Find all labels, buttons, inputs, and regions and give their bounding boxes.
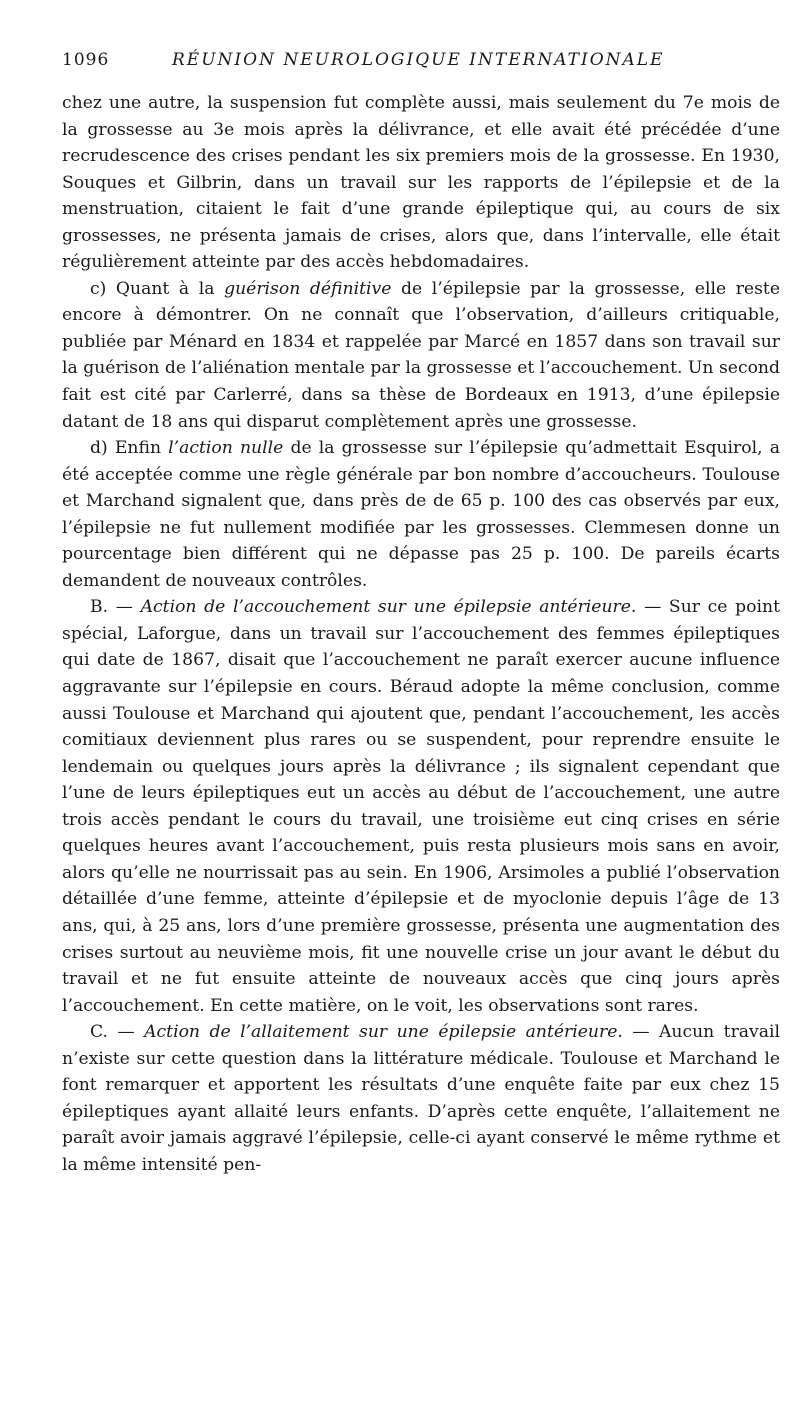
- page-header: [62, 50, 780, 76]
- section-label: C. —: [90, 1022, 145, 1043]
- text-segment: — Sur ce point spécial, Laforgue, dans un travail sur l’accouchement des femmes épileptiques qui date de 1867, disait que l’accouchement ne paraît exercer aucune influence aggravante sur l’épilepsie en cours. Béraud adopte la même conclusion, comme aussi Toulouse et Marchand qui ajoutent que, pendant l’accouchement, les accès comitiaux deviennent plus rares ou se suspendent, pour reprendre ensuite le lendemain ou quelques jours après la délivrance ; ils signalent cependant que l’une de leurs épileptiques eut un accès au début de l’accouchement, une autre trois accès pendant le cours du travail, une troisième eut cinq crises en série quelques heures avant l’accouchement, puis resta plusieurs mois sans en avoir, alors qu’elle ne nourrissait pas au sein. En 1906, Arsimoles a publié l’observation détaillée d’une femme, atteinte d’épilepsie et de myoclonie depuis l’âge de 13 ans, qui, à 25 ans, lors d’une première grossesse, présenta une augmentation des crises surtout au neuvième mois, fit une nouvelle crise un jour avant le début du travail et ne fut ensuite atteinte de nouveaux accès que cinq jours après l’accouchement. En cette matière, on le voit, les observations sont rares.: [62, 597, 780, 1016]
- text-segment: chez une autre, la suspension fut complète aussi, mais seulement du 7e mois de la grossesse au 3e mois après la délivrance, et elle avait été précédée d’une recrudescence des crises pendant les six premiers mois de la grossesse. En 1930, Souques et Gilbrin, dans un travail sur les rapports de l’épilepsie et de la menstruation, citaient le fait d’une grande épileptique qui, au cours de six grossesses, ne présenta jamais de crises, alors que, dans l’intervalle, elle était régulièrement atteinte par des accès hebdomadaires.: [62, 93, 780, 273]
- book-page: [62, 50, 780, 1178]
- page-number: 1096: [62, 50, 110, 70]
- italic-term: guérison définitive: [224, 278, 392, 299]
- paragraph-C-allaitement: [62, 1019, 780, 1178]
- paragraph-continuation: [62, 90, 780, 276]
- section-heading: Action de l’allaitement sur une épilepsie antérieure.: [144, 1022, 623, 1043]
- text-segment: c) Quant à la: [90, 278, 225, 299]
- text-segment: d) Enfin: [90, 438, 169, 459]
- text-segment: de la grossesse sur l’épilepsie qu’admettait Esquirol, a été acceptée comme une règle générale par bon nombre d’accoucheurs. Toulouse et Marchand signalent que, dans près de de 65 p. 100 des cas observés par eux, l’épilepsie ne fut nullement modifiée par les grossesses. Clemmesen donne un pourcentage bien différent qui ne dépasse pas 25 p. 100. De pareils écarts demandent de nouveaux contrôles.: [62, 438, 780, 591]
- section-heading: Action de l’accouchement sur une épilepsie antérieure.: [140, 597, 637, 618]
- paragraph-c-guerison-definitive: [62, 276, 780, 435]
- section-label: B. —: [90, 597, 141, 618]
- text-segment: — Aucun travail n’existe sur cette question dans la littérature médicale. Toulouse et Marchand le font remarquer et apportent les résultats d’une enquête faite par eux chez 15 épileptiques ayant allaité leurs enfants. D’après cette enquête, l’allaitement ne paraît avoir jamais aggravé l’épilepsie, celle-ci ayant conservé le même rythme et la même intensité pen-: [62, 1022, 781, 1175]
- paragraph-d-action-nulle: [62, 435, 780, 594]
- text-segment: de l’épilepsie par la grossesse, elle reste encore à démontrer. On ne connaît que l’observation, d’ailleurs critiquable, publiée par Ménard en 1834 et rappelée par Marcé en 1857 dans son travail sur la guérison de l’aliénation mentale par la grossesse et l’accouchement. Un second fait est cité par Carlerré, dans sa thèse de Bordeaux en 1913, d’une épilepsie datant de 18 ans qui disparut complètement après une grossesse.: [62, 278, 780, 432]
- body-text: [62, 90, 780, 1178]
- paragraph-B-accouchement: [62, 594, 780, 1019]
- running-title: RÉUNION NEUROLOGIQUE INTERNATIONALE: [172, 50, 665, 70]
- italic-term: l’action nulle: [168, 438, 284, 459]
